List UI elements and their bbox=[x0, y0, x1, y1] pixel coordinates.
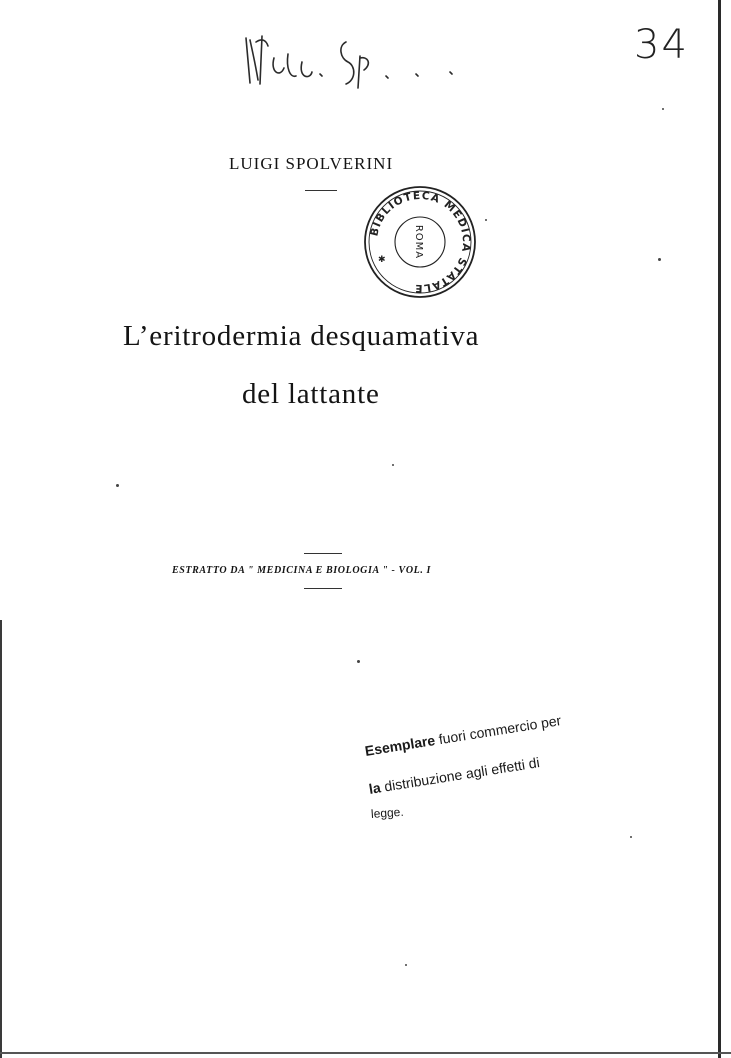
author-name: LUIGI SPOLVERINI bbox=[229, 154, 394, 173]
svg-text:ROMA: ROMA bbox=[413, 224, 424, 260]
title-line-1-text: L’eritrodermia desquamativa bbox=[123, 320, 480, 352]
scan-edge-bottom bbox=[0, 1052, 731, 1054]
handwritten-page-number: 34 bbox=[634, 22, 689, 68]
author-rule bbox=[305, 190, 337, 191]
scan-speck bbox=[392, 464, 394, 466]
note-line-1 bbox=[364, 712, 562, 759]
extract-rule-bottom bbox=[304, 588, 342, 589]
extract-citation: ESTRATTO DA " MEDICINA E BIOLOGIA " - VOL. I bbox=[172, 565, 432, 576]
scan-speck bbox=[630, 836, 632, 838]
note-line-3: legge. bbox=[370, 804, 405, 821]
scan-edge-left bbox=[0, 620, 2, 1058]
svg-text:✱: ✱ bbox=[378, 255, 386, 265]
scan-speck bbox=[662, 108, 664, 110]
scan-speck bbox=[658, 258, 661, 261]
note-line-2-rest: distribuzione agli effetti di bbox=[379, 754, 541, 796]
extract-rule-top bbox=[304, 553, 342, 554]
note-line-1-rest: fuori commercio per bbox=[433, 712, 563, 748]
stamped-note bbox=[365, 707, 635, 827]
scan-speck bbox=[116, 484, 119, 487]
scan-speck bbox=[405, 964, 407, 966]
handwritten-shelf-mark bbox=[240, 28, 470, 98]
note-line-2-bold: la bbox=[367, 779, 382, 797]
note-line-1-bold: Esemplare bbox=[363, 732, 437, 759]
scan-edge-right bbox=[718, 0, 721, 1058]
svg-text:BIBLIOTECA MEDICA STATALE: BIBLIOTECA MEDICA STATALE bbox=[368, 189, 473, 295]
library-stamp bbox=[360, 186, 480, 298]
scan-speck bbox=[357, 660, 360, 663]
note-line-2 bbox=[368, 754, 541, 797]
title-line-2-text: del lattante bbox=[242, 378, 380, 410]
scan-speck bbox=[485, 219, 487, 221]
